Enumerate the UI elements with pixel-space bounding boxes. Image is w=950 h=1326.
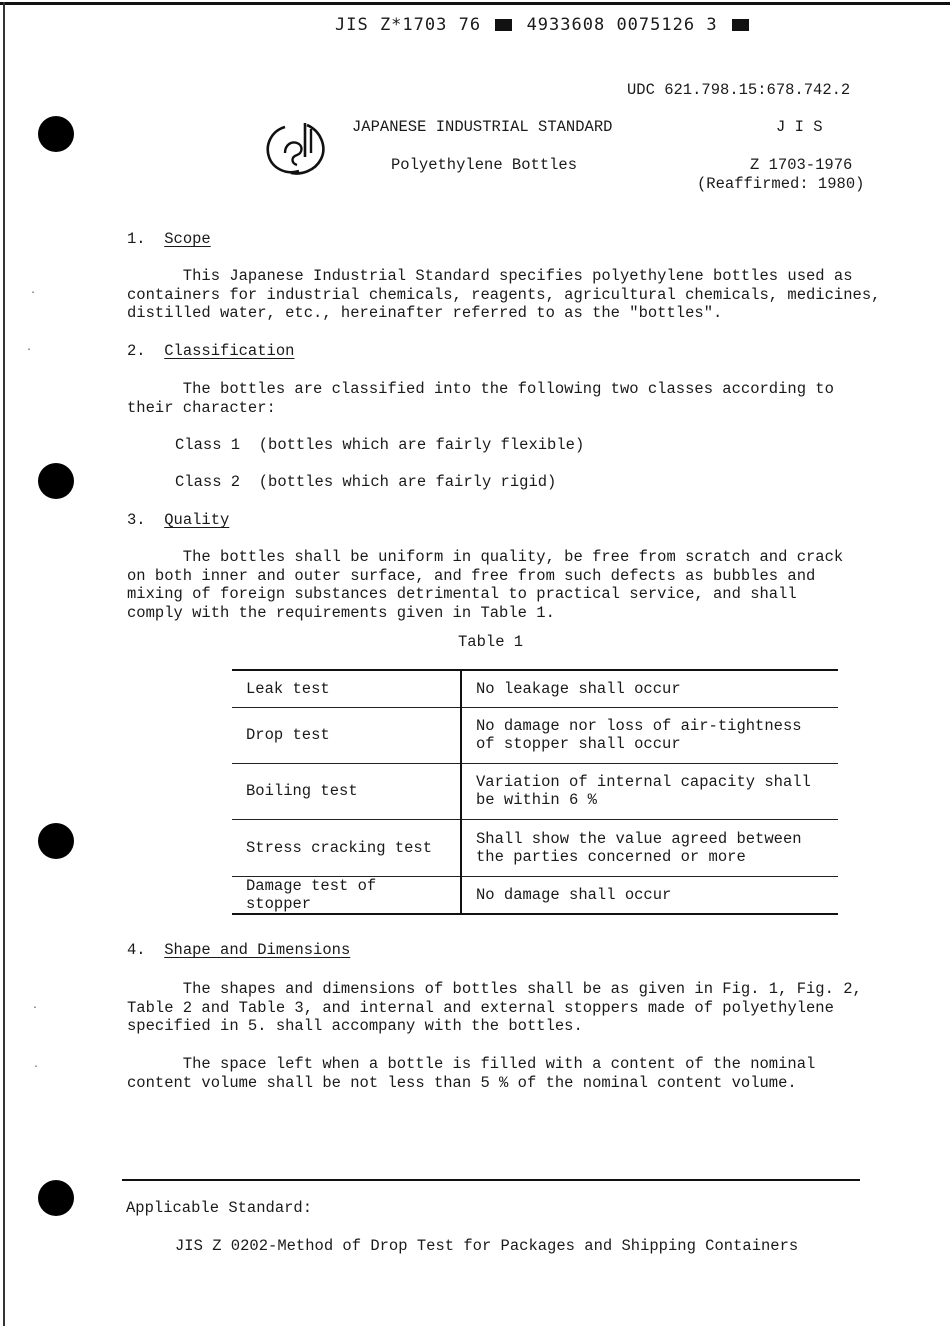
scan-speck: ·: [32, 1003, 39, 1014]
udc-number: UDC 621.798.15:678.742.2: [627, 81, 851, 99]
section-number: 1.: [127, 230, 146, 248]
scan-speck: ·: [33, 1062, 40, 1073]
classification-paragraph: The bottles are classified into the following two classes according to their character:: [127, 380, 834, 417]
class-2-item: Class 2 (bottles which are fairly rigid): [175, 473, 557, 491]
punch-hole: [38, 1180, 74, 1216]
scan-speck: ·: [30, 288, 37, 299]
document-title: Polyethylene Bottles: [391, 156, 578, 174]
table-row: [232, 876, 838, 914]
requirement-cell: No damage nor loss of air-tightness of stopper shall occur: [476, 717, 802, 753]
applicable-standard-label: Applicable Standard:: [126, 1199, 313, 1217]
applicable-standard-reference: JIS Z 0202-Method of Drop Test for Packages and Shipping Containers: [175, 1237, 799, 1255]
shape-paragraph-1: The shapes and dimensions of bottles shall be as given in Fig. 1, Fig. 2, Table 2 and Table 3, and internal and external stoppers made of polyethylene specified in 5. shall accompany with the bottles.: [127, 980, 862, 1035]
table-row: [232, 670, 838, 707]
class-1-item: Class 1 (bottles which are fairly flexible): [175, 436, 585, 454]
scan-speck: ·: [26, 345, 33, 356]
code-block-mark: [495, 19, 512, 31]
section-title: Shape and Dimensions: [164, 941, 351, 959]
quality-paragraph: The bottles shall be uniform in quality, be free from scratch and crack on both inner and outer surface, and free from such defects as bubbles and mixing of foreign substances detrimental to practical service, and shall comply with the requirements given in Table 1.: [127, 548, 844, 622]
test-name-cell: Damage test of stopper: [232, 876, 461, 914]
table-row: [232, 707, 838, 763]
test-name-cell: Stress cracking test: [232, 819, 461, 876]
code-line-part1: JIS Z*1703 76: [335, 15, 482, 35]
requirements-table: [232, 669, 838, 915]
section-title: Scope: [164, 230, 211, 248]
code-line-part2: 4933608 0075126 3: [526, 15, 718, 35]
section-number: 4.: [127, 941, 146, 959]
section-shape-heading: [127, 941, 350, 959]
section-quality-heading: [127, 511, 229, 529]
left-border: [3, 2, 5, 1326]
standard-number: Z 1703-1976: [750, 156, 853, 174]
section-scope-heading: [127, 230, 211, 248]
jis-mark: J I S: [776, 118, 823, 136]
test-name-cell: Drop test: [232, 707, 461, 763]
section-classification-heading: [127, 342, 294, 360]
shape-paragraph-2: The space left when a bottle is filled with a content of the nominal content volume shall be not less than 5 % of the nominal content volume.: [127, 1055, 816, 1092]
section-number: 2.: [127, 342, 146, 360]
requirement-cell: Variation of internal capacity shall be within 6 %: [476, 773, 811, 809]
top-border: [0, 2, 950, 5]
punch-hole: [38, 823, 74, 859]
code-block-mark: [732, 19, 749, 31]
punch-hole: [38, 463, 74, 499]
scope-paragraph: This Japanese Industrial Standard specifies polyethylene bottles used as containers for industrial chemicals, reagents, agricultural chemicals, medicines, distilled water, etc., hereinafter referred to as the "bottles".: [127, 267, 881, 322]
table-row: [232, 819, 838, 876]
section-title: Classification: [164, 342, 295, 360]
document-code-line: [335, 15, 752, 35]
section-title: Quality: [164, 511, 230, 529]
table-row: [232, 763, 838, 819]
section-number: 3.: [127, 511, 146, 529]
test-name-cell: Boiling test: [232, 763, 461, 819]
jis-logo-icon: [265, 117, 331, 179]
test-name-cell: Leak test: [232, 670, 461, 707]
table-caption: Table 1: [458, 633, 524, 651]
requirement-cell: No leakage shall occur: [476, 679, 681, 698]
reaffirmed-date: (Reaffirmed: 1980): [697, 175, 865, 193]
requirement-cell: No damage shall occur: [476, 885, 672, 904]
footer-rule: [122, 1179, 860, 1181]
requirement-cell: Shall show the value agreed between the parties concerned or more: [476, 829, 802, 866]
standard-organization: JAPANESE INDUSTRIAL STANDARD: [352, 118, 613, 136]
punch-hole: [38, 116, 74, 152]
